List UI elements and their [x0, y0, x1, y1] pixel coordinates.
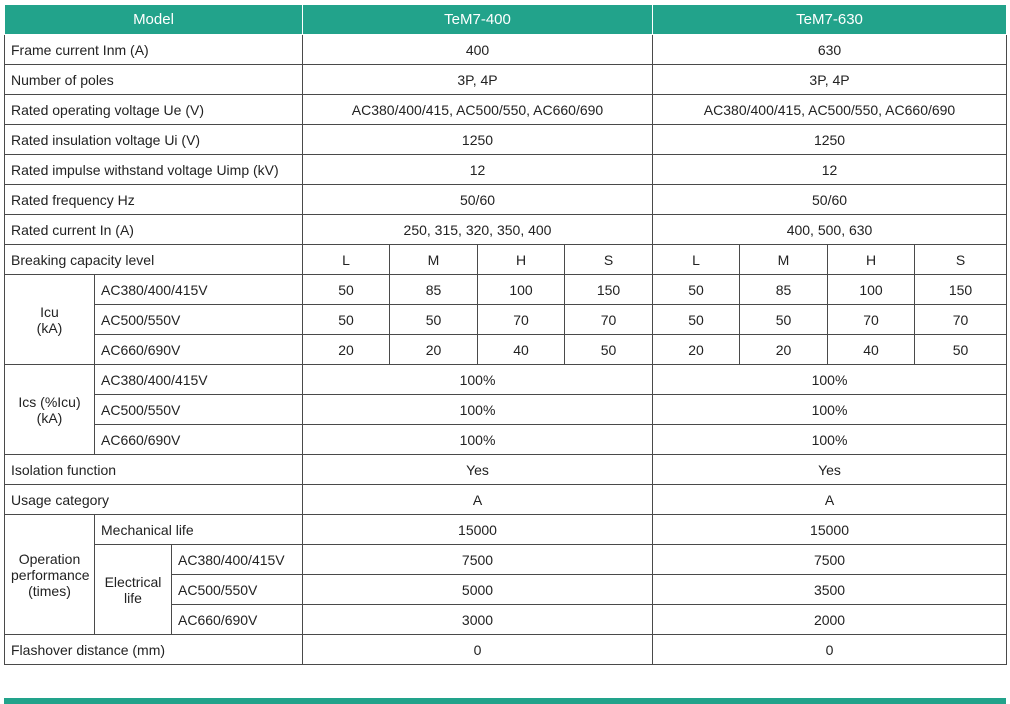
icu-cell: 50 — [390, 305, 478, 335]
cell-value: Yes — [303, 455, 653, 485]
row-label: Flashover distance (mm) — [5, 635, 303, 665]
level-cell: L — [653, 245, 740, 275]
cell-value: 7500 — [303, 545, 653, 575]
cell-value: 50/60 — [653, 185, 1007, 215]
row-icu-1 — [5, 305, 1007, 335]
cell-value: 630 — [653, 35, 1007, 65]
cell-value: A — [303, 485, 653, 515]
voltage-label: AC500/550V — [172, 575, 303, 605]
row-icu-0 — [5, 275, 1007, 305]
cell-value: A — [653, 485, 1007, 515]
cell-value: AC380/400/415, AC500/550, AC660/690 — [303, 95, 653, 125]
cell-value: 15000 — [303, 515, 653, 545]
cell-value: 400 — [303, 35, 653, 65]
row-insulation — [5, 125, 1007, 155]
ics-group-label: Ics (%Icu) (kA) — [5, 365, 95, 455]
row-impulse — [5, 155, 1007, 185]
icu-cell: 50 — [915, 335, 1007, 365]
header-tem7-400: TeM7-400 — [303, 5, 653, 35]
cell-value: Yes — [653, 455, 1007, 485]
row-label: Mechanical life — [95, 515, 303, 545]
cell-value: 1250 — [303, 125, 653, 155]
cell-value: 100% — [653, 425, 1007, 455]
row-electrical-0 — [5, 545, 1007, 575]
cell-value: AC380/400/415, AC500/550, AC660/690 — [653, 95, 1007, 125]
cell-value: 5000 — [303, 575, 653, 605]
icu-cell: 50 — [653, 305, 740, 335]
cell-value: 1250 — [653, 125, 1007, 155]
level-cell: S — [915, 245, 1007, 275]
icu-cell: 150 — [565, 275, 653, 305]
row-icu-2 — [5, 335, 1007, 365]
row-label: Rated current In (A) — [5, 215, 303, 245]
header-row — [5, 5, 1007, 35]
cell-value: 250, 315, 320, 350, 400 — [303, 215, 653, 245]
icu-cell: 50 — [565, 335, 653, 365]
cell-value: 50/60 — [303, 185, 653, 215]
voltage-label: AC380/400/415V — [172, 545, 303, 575]
level-cell: M — [390, 245, 478, 275]
cell-value: 3000 — [303, 605, 653, 635]
cell-value: 0 — [653, 635, 1007, 665]
icu-cell: 70 — [478, 305, 565, 335]
icu-cell: 50 — [740, 305, 828, 335]
icu-cell: 85 — [740, 275, 828, 305]
voltage-label: AC500/550V — [95, 305, 303, 335]
row-mechanical-life — [5, 515, 1007, 545]
voltage-label: AC660/690V — [95, 335, 303, 365]
cell-value: 7500 — [653, 545, 1007, 575]
icu-cell: 20 — [653, 335, 740, 365]
voltage-label: AC380/400/415V — [95, 365, 303, 395]
row-label: Number of poles — [5, 65, 303, 95]
icu-cell: 70 — [915, 305, 1007, 335]
level-cell: L — [303, 245, 390, 275]
header-tem7-630: TeM7-630 — [653, 5, 1007, 35]
row-ics-1 — [5, 395, 1007, 425]
row-label: Isolation function — [5, 455, 303, 485]
level-cell: H — [478, 245, 565, 275]
row-ics-0 — [5, 365, 1007, 395]
row-ics-2 — [5, 425, 1007, 455]
row-rated-current — [5, 215, 1007, 245]
icu-cell: 20 — [740, 335, 828, 365]
row-poles — [5, 65, 1007, 95]
header-model: Model — [5, 5, 303, 35]
cell-value: 0 — [303, 635, 653, 665]
icu-cell: 50 — [653, 275, 740, 305]
cell-value: 100% — [303, 365, 653, 395]
row-isolation — [5, 455, 1007, 485]
spec-table — [4, 4, 1007, 665]
cell-value: 100% — [653, 365, 1007, 395]
cell-value: 100% — [653, 395, 1007, 425]
operation-group-label: Operation performance (times) — [5, 515, 95, 635]
cell-value: 15000 — [653, 515, 1007, 545]
icu-cell: 50 — [303, 275, 390, 305]
row-label: Rated impulse withstand voltage Uimp (kV) — [5, 155, 303, 185]
voltage-label: AC660/690V — [172, 605, 303, 635]
icu-group-label: Icu (kA) — [5, 275, 95, 365]
row-rated-voltage — [5, 95, 1007, 125]
row-breaking-capacity — [5, 245, 1007, 275]
icu-cell: 100 — [828, 275, 915, 305]
row-frequency — [5, 185, 1007, 215]
row-label: Usage category — [5, 485, 303, 515]
icu-cell: 20 — [303, 335, 390, 365]
icu-cell: 40 — [828, 335, 915, 365]
cell-value: 3P, 4P — [653, 65, 1007, 95]
level-cell: S — [565, 245, 653, 275]
icu-cell: 50 — [303, 305, 390, 335]
level-cell: H — [828, 245, 915, 275]
icu-cell: 40 — [478, 335, 565, 365]
voltage-label: AC660/690V — [95, 425, 303, 455]
electrical-life-label: Electrical life — [95, 545, 172, 635]
footer-strip — [4, 698, 1006, 704]
row-frame-current — [5, 35, 1007, 65]
cell-value: 3P, 4P — [303, 65, 653, 95]
row-label: Rated frequency Hz — [5, 185, 303, 215]
row-label: Rated operating voltage Ue (V) — [5, 95, 303, 125]
icu-cell: 85 — [390, 275, 478, 305]
cell-value: 12 — [303, 155, 653, 185]
row-usage — [5, 485, 1007, 515]
icu-cell: 70 — [565, 305, 653, 335]
cell-value: 100% — [303, 395, 653, 425]
cell-value: 100% — [303, 425, 653, 455]
row-label: Rated insulation voltage Ui (V) — [5, 125, 303, 155]
cell-value: 3500 — [653, 575, 1007, 605]
icu-cell: 100 — [478, 275, 565, 305]
icu-cell: 150 — [915, 275, 1007, 305]
voltage-label: AC380/400/415V — [95, 275, 303, 305]
icu-cell: 20 — [390, 335, 478, 365]
row-label: Breaking capacity level — [5, 245, 303, 275]
level-cell: M — [740, 245, 828, 275]
cell-value: 2000 — [653, 605, 1007, 635]
icu-cell: 70 — [828, 305, 915, 335]
row-label: Frame current Inm (A) — [5, 35, 303, 65]
cell-value: 12 — [653, 155, 1007, 185]
cell-value: 400, 500, 630 — [653, 215, 1007, 245]
voltage-label: AC500/550V — [95, 395, 303, 425]
row-flashover — [5, 635, 1007, 665]
